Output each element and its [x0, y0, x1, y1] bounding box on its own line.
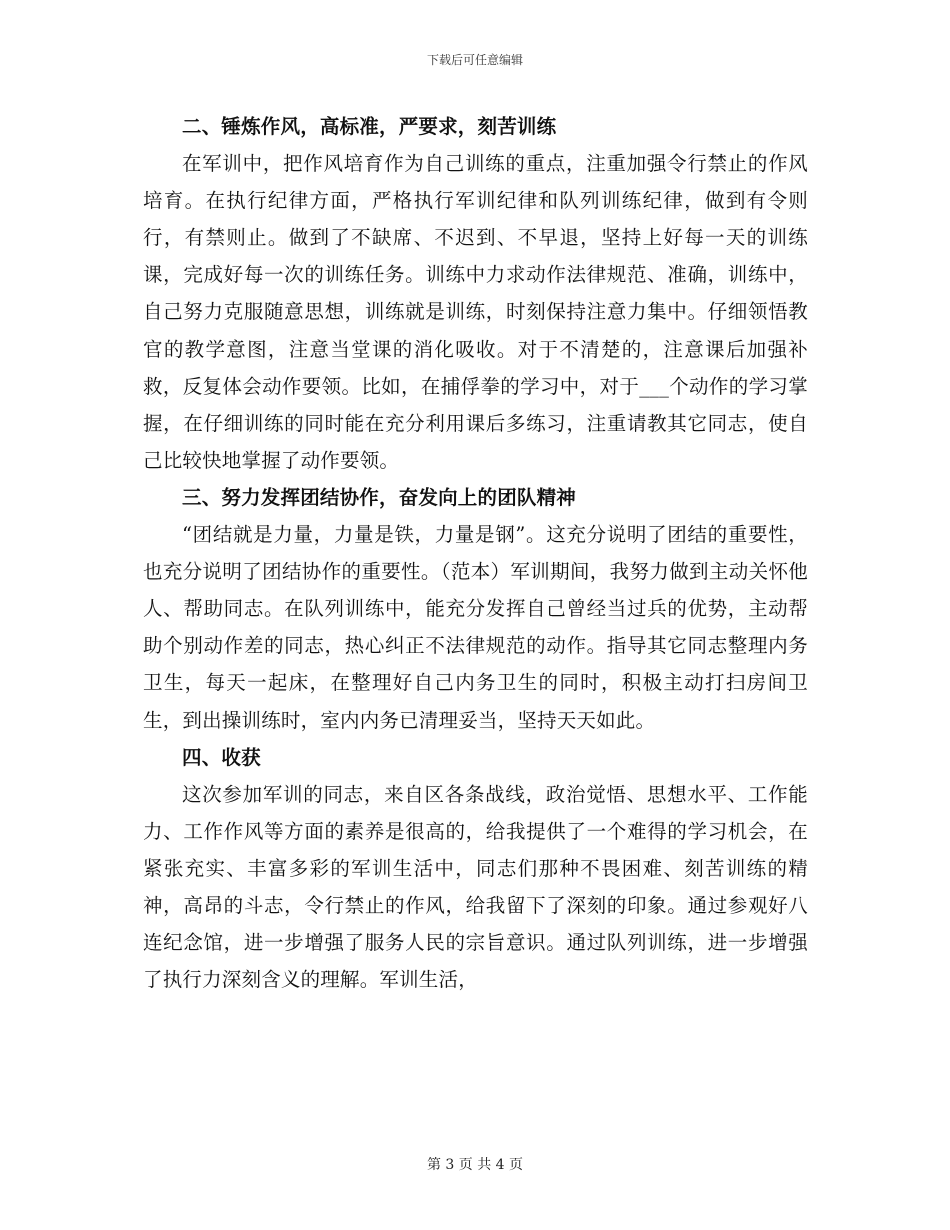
page-number-footer: 第 3 页 共 4 页	[426, 1157, 524, 1173]
section-paragraph: 在军训中，把作风培育作为自己训练的重点，注重加强令行禁止的作风培育。在执行纪律方面，严格执行军训纪律和队列训练纪律，做到有令则行，有禁则止。做到了不缺席、不迟到、不早退，坚持上好每一天的训练课，完成好每一次的训练任务。训练中力求动作法律规范、准确，训练中，自己努力克服随意思想，训练就是训练，时刻保持注意力集中。仔细领悟教官的教学意图，注意当堂课的消化吸收。对于不清楚的，注意课后加强补救，反复体会动作要领。比如，在捕俘拳的学习中，对于___个动作的学习掌握，在仔细训练的同时能在充分利用课后多练习，注重请教其它同志，使自己比较快地掌握了动作要领。	[143, 152, 808, 472]
page-header: 下载后可任意编辑	[426, 53, 523, 67]
section-heading: 三、努力发挥团结协作，奋发向上的团队精神	[182, 485, 577, 509]
section-paragraph: “团结就是力量，力量是铁，力量是钢”。这充分说明了团结的重要性，也充分说明了团结协作的重要性。（范本）军训期间，我努力做到主动关怀他人、帮助同志。在队列训练中，能充分发挥自己曾经当过兵的优势，主动帮助个别动作差的同志，热心纠正不法律规范的动作。指导其它同志整理内务卫生，每天一起床，在整理好自己内务卫生的同时，积极主动打扫房间卫生，到出操训练时，室内内务已清理妥当，坚持天天如此。	[143, 523, 808, 732]
section-paragraph: 这次参加军训的同志，来自区各条战线，政治觉悟、思想水平、工作能力、工作作风等方面的素养是很高的，给我提供了一个难得的学习机会，在紧张充实、丰富多彩的军训生活中，同志们那种不畏困难、刻苦训练的精神，高昂的斗志，令行禁止的作风，给我留下了深刻的印象。通过参观好八连纪念馆，进一步增强了服务人民的宗旨意识。通过队列训练，进一步增强了执行力深刻含义的理解。军训生活，	[143, 782, 808, 992]
section-teamwork	[143, 479, 808, 739]
section-gains	[143, 739, 808, 999]
section-heading: 四、收获	[182, 745, 261, 769]
section-training-style	[143, 108, 808, 479]
section-heading: 二、锤炼作风，高标准，严要求，刻苦训练	[182, 115, 557, 138]
document-body	[143, 108, 808, 998]
